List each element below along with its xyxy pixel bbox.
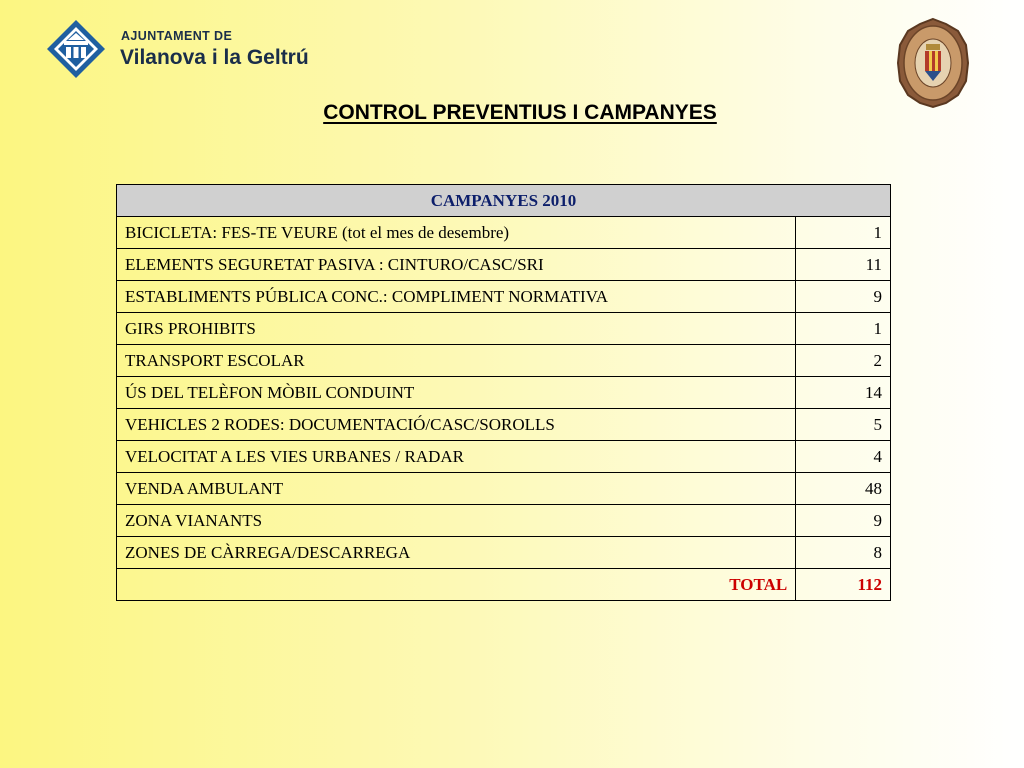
org-name-line2: Vilanova i la Geltrú	[120, 46, 309, 69]
table-row	[117, 409, 891, 441]
municipal-logo	[46, 19, 326, 81]
campaign-label: TRANSPORT ESCOLAR	[117, 345, 796, 377]
total-value: 112	[796, 569, 891, 601]
table-row	[117, 313, 891, 345]
campaign-label: VENDA AMBULANT	[117, 473, 796, 505]
table-header: CAMPANYES 2010	[117, 185, 891, 217]
table-row	[117, 217, 891, 249]
table-row	[117, 537, 891, 569]
page-title: CONTROL PREVENTIUS I CAMPANYES	[323, 101, 717, 124]
municipal-shield-icon	[46, 19, 106, 79]
table-row	[117, 281, 891, 313]
campaign-count: 14	[796, 377, 891, 409]
table-row	[117, 345, 891, 377]
campaign-label: ELEMENTS SEGURETAT PASIVA : CINTURO/CASC/SRI	[117, 249, 796, 281]
campaign-count: 4	[796, 441, 891, 473]
table-row	[117, 473, 891, 505]
campaign-label: ESTABLIMENTS PÚBLICA CONC.: COMPLIMENT NORMATIVA	[117, 281, 796, 313]
campaign-count: 11	[796, 249, 891, 281]
campaign-count: 9	[796, 281, 891, 313]
campaigns-table	[116, 184, 891, 601]
campaign-label: VELOCITAT A LES VIES URBANES / RADAR	[117, 441, 796, 473]
table-row	[117, 377, 891, 409]
campaign-count: 48	[796, 473, 891, 505]
table-row	[117, 505, 891, 537]
total-label: TOTAL	[117, 569, 796, 601]
table-row	[117, 441, 891, 473]
campaign-label: VEHICLES 2 RODES: DOCUMENTACIÓ/CASC/SOROLLS	[117, 409, 796, 441]
campaign-count: 5	[796, 409, 891, 441]
campaign-count: 1	[796, 217, 891, 249]
campaign-count: 8	[796, 537, 891, 569]
campaign-label: BICICLETA: FES-TE VEURE (tot el mes de desembre)	[117, 217, 796, 249]
total-row	[117, 569, 891, 601]
campaign-label: ÚS DEL TELÈFON MÒBIL CONDUINT	[117, 377, 796, 409]
campaign-label: GIRS PROHIBITS	[117, 313, 796, 345]
campaign-count: 1	[796, 313, 891, 345]
campaign-label: ZONA VIANANTS	[117, 505, 796, 537]
campaign-count: 9	[796, 505, 891, 537]
campaign-count: 2	[796, 345, 891, 377]
table-header-row	[117, 185, 891, 217]
org-name-line1: AJUNTAMENT DE	[121, 29, 233, 43]
campaign-label: ZONES DE CÀRREGA/DESCARREGA	[117, 537, 796, 569]
police-badge-icon	[896, 17, 970, 109]
table-row	[117, 249, 891, 281]
